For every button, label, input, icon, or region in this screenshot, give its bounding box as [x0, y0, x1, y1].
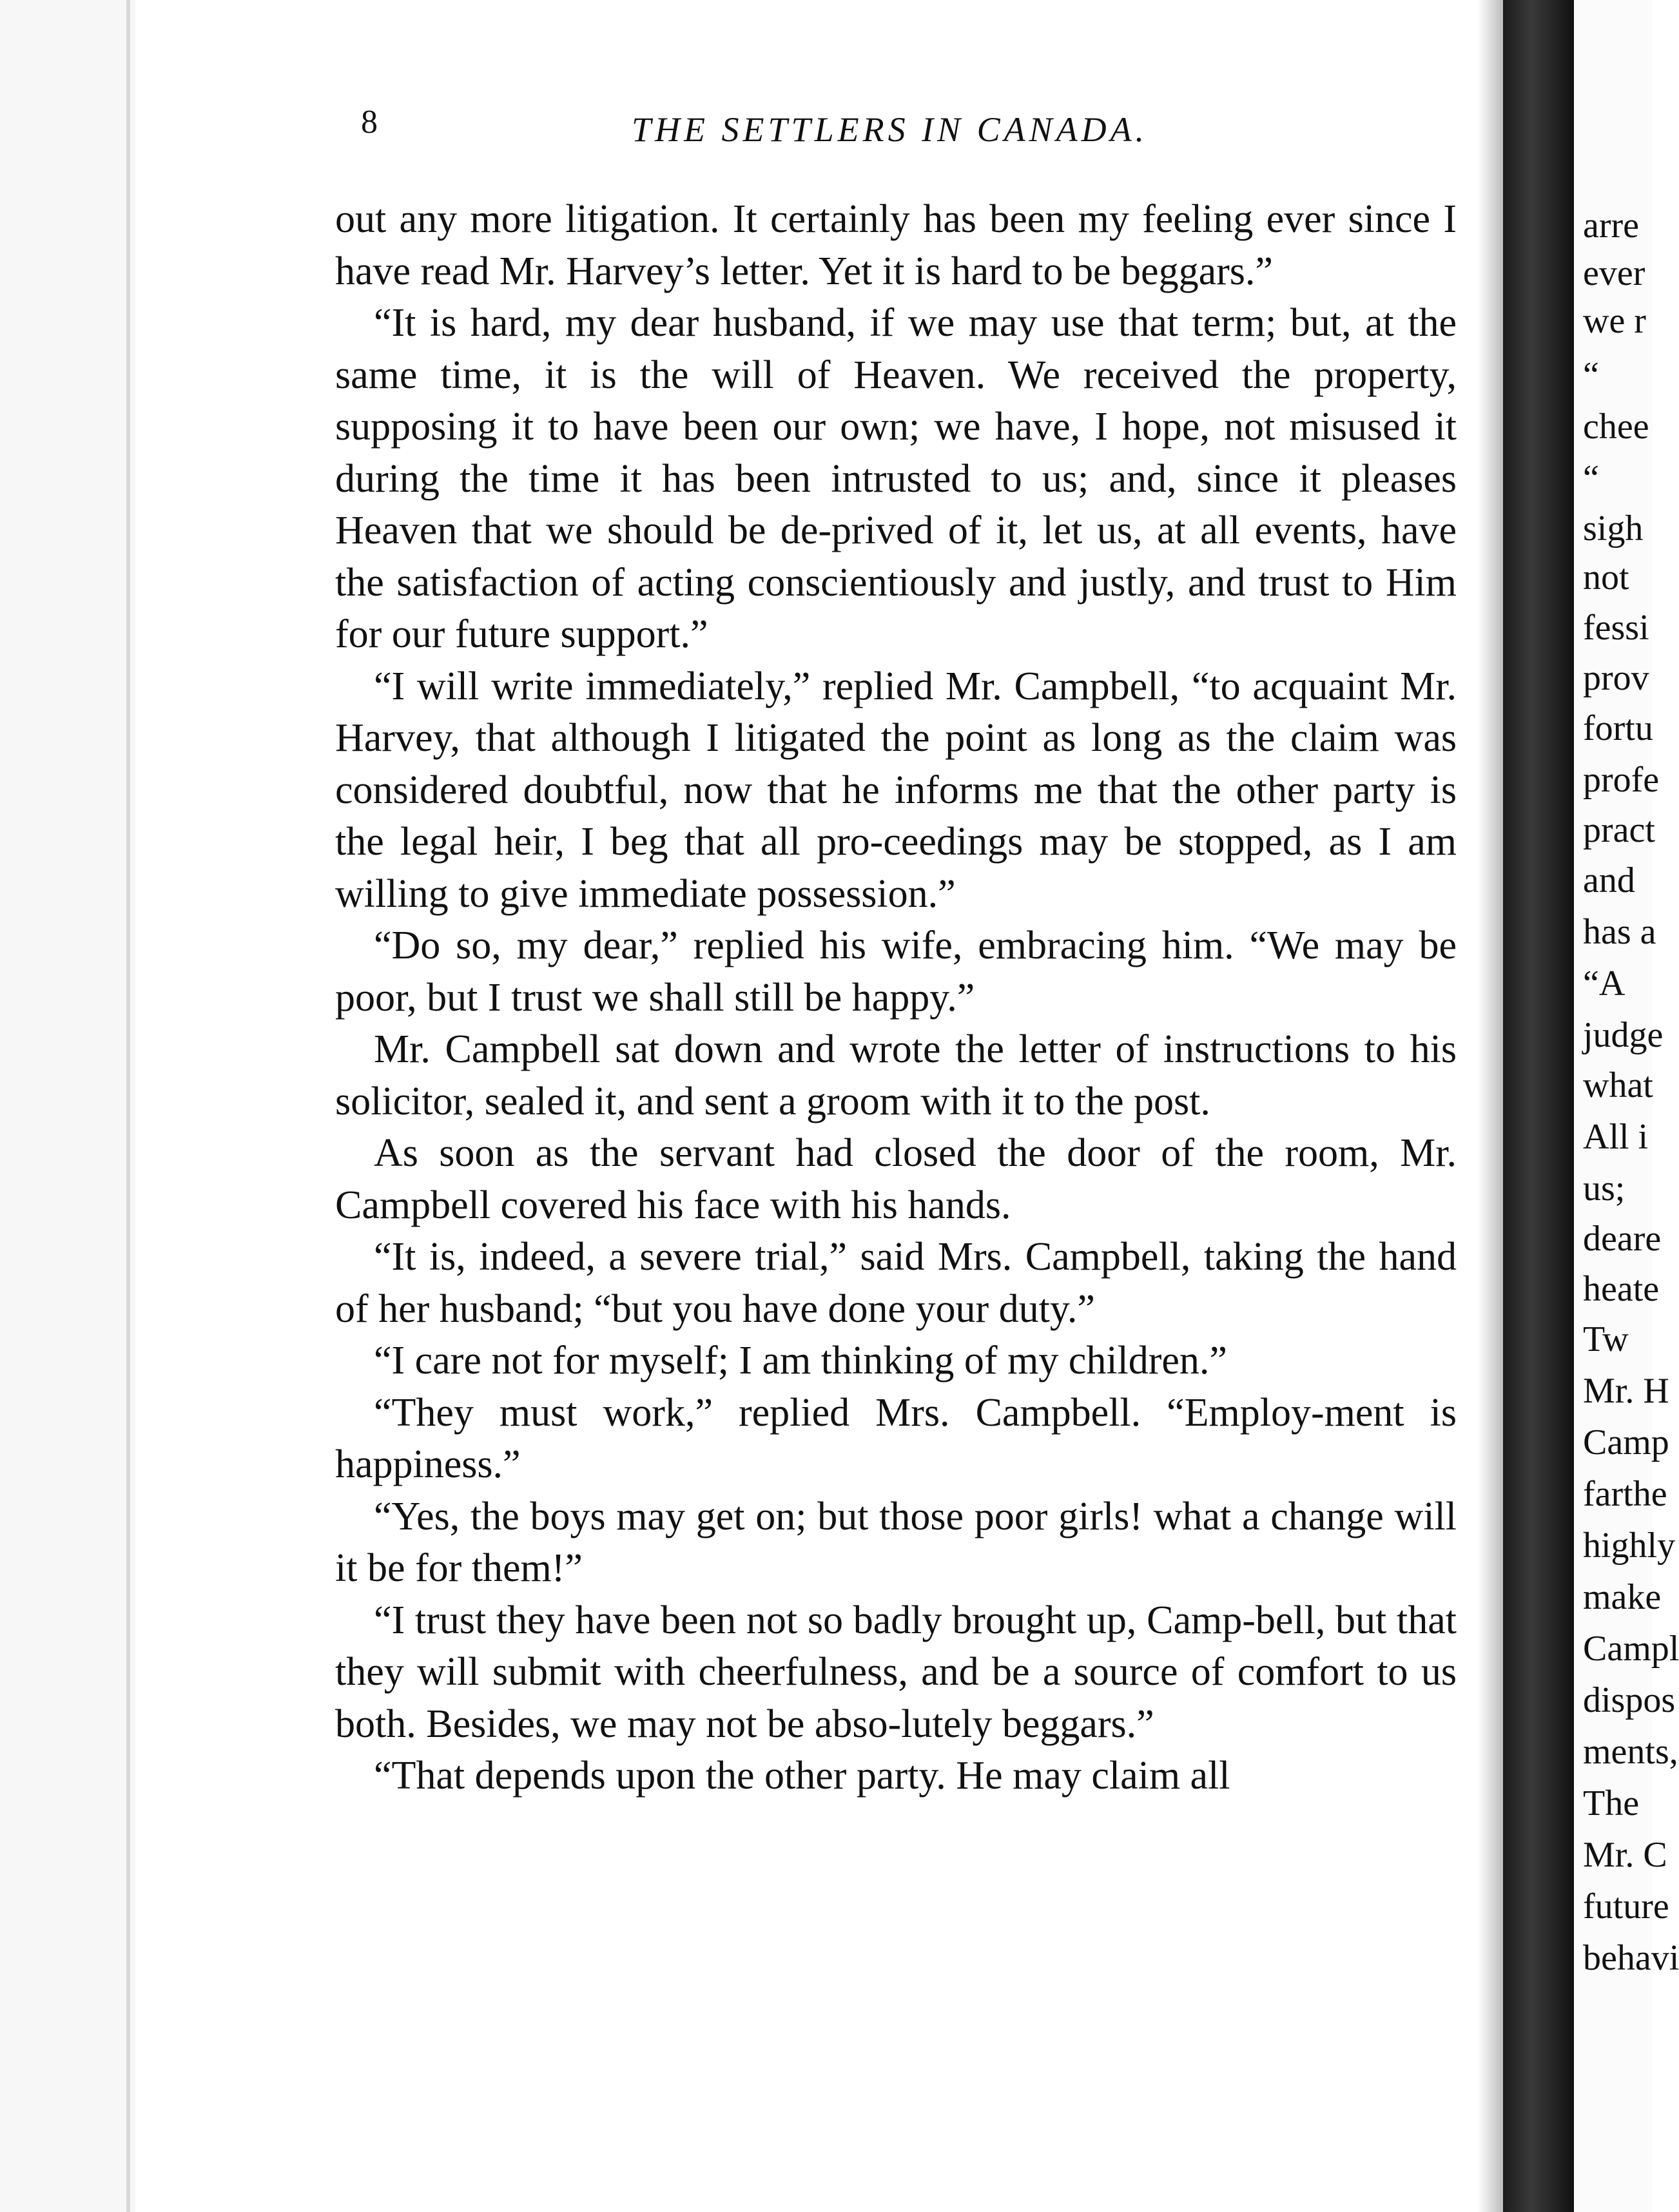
fragment-line: and [1583, 860, 1635, 900]
paragraph: “Do so, my dear,” replied his wife, embracing him. “We may be poor, but I trust we shall still be happy.” [335, 924, 1457, 1020]
fragment-line: judge [1583, 1015, 1664, 1055]
body-text [335, 193, 1457, 1802]
fragment-line: ments, [1583, 1732, 1678, 1772]
fragment-line: The [1583, 1783, 1640, 1823]
paragraph: Mr. Campbell sat down and wrote the letter of instructions to his solicitor, sealed it, and sent a groom with it to the post. [335, 1027, 1457, 1123]
fragment-line: highly [1583, 1526, 1676, 1566]
fragment-line: farthe [1583, 1474, 1667, 1514]
fragment-line: not [1583, 558, 1629, 597]
fragment-line: dispos [1583, 1680, 1676, 1720]
page-number: 8 [361, 104, 378, 141]
fragment-line: Mr. H [1583, 1371, 1669, 1411]
fragment-line: ever [1583, 253, 1645, 293]
fragment-line: Campl [1583, 1629, 1679, 1669]
fragment-line: deare [1583, 1219, 1662, 1259]
fragment-line: make [1583, 1577, 1662, 1617]
paragraph: “It is hard, my dear husband, if we may use that term; but, at the same time, it is the will of Heaven. We received the property, supposing it to have been our own; we have, I hope, not misused it during the time it has been intrusted to us; and, since it pleases Heaven that we should be de-prived of it, let us, at all events, have the satisfaction of acting conscientiously and justly, and trust to Him for our future support.” [335, 301, 1457, 656]
running-title: THE SETTLERS IN CANADA. [632, 110, 1149, 149]
fragment-line: profe [1583, 760, 1660, 800]
fragment-line: behavi [1583, 1938, 1679, 1978]
fragment-line: “ [1583, 458, 1599, 498]
fragment-line: arre [1583, 206, 1640, 246]
fragment-line: us; [1583, 1169, 1626, 1208]
book-page [335, 97, 1457, 2120]
fragment-line: future [1583, 1887, 1669, 1926]
fragment-line: “A [1583, 964, 1626, 1004]
fragment-line: we r [1583, 301, 1646, 341]
fragment-line: Mr. C [1583, 1835, 1667, 1875]
fragment-line: All i [1583, 1117, 1649, 1157]
fragment-line: prov [1583, 658, 1649, 698]
fragment-line: sigh [1583, 509, 1644, 548]
paragraph: “Yes, the boys may get on; but those poor girls! what a change will it be for them!” [335, 1494, 1457, 1590]
paragraph: “It is, indeed, a severe trial,” said Mrs. Campbell, taking the hand of her husband; “but you have done your duty.” [335, 1235, 1457, 1331]
fragment-line: Tw [1583, 1319, 1629, 1359]
paragraph: “They must work,” replied Mrs. Campbell. “Employ-ment is happiness.” [335, 1390, 1457, 1486]
fragment-line: fessi [1583, 608, 1649, 648]
fragment-line: pract [1583, 810, 1655, 850]
fragment-line: chee [1583, 407, 1649, 447]
book-gutter [1503, 0, 1574, 2212]
fragment-line: Camp [1583, 1422, 1669, 1462]
left-page-margin [0, 0, 135, 2212]
paragraph: “That depends upon the other party. He may claim all [374, 1754, 1230, 1798]
paragraph: “I trust they have been not so badly brought up, Camp-bell, but that they will submit with cheerfulness, and be a source of comfort to us both. Besides, we may not be abso-lutely beggars.” [335, 1598, 1457, 1746]
adjacent-page-fragment [1574, 0, 1679, 2212]
fragment-line: heate [1583, 1269, 1660, 1309]
fragment-line: has a [1583, 912, 1656, 952]
fold-shadow [1477, 0, 1503, 2212]
paragraph: As soon as the servant had closed the door of the room, Mr. Campbell covered his face with his hands. [335, 1131, 1457, 1227]
paragraph: out any more litigation. It certainly has been my feeling ever since I have read Mr. Harvey’s letter. Yet it is hard to be beggars.” [335, 197, 1457, 293]
page-edge [126, 0, 130, 2212]
fragment-line: “ [1583, 355, 1599, 395]
running-head [335, 97, 1457, 180]
fragment-line: what [1583, 1065, 1653, 1105]
paragraph: “I care not for myself; I am thinking of my children.” [374, 1339, 1227, 1382]
fragment-line: fortu [1583, 708, 1653, 748]
paragraph: “I will write immediately,” replied Mr. Campbell, “to acquaint Mr. Harvey, that although I litigated the point as long as the claim was considered doubtful, now that he informs me that the other party is the legal heir, I beg that all pro-ceedings may be stopped, as I am willing to give immediate possession.” [335, 664, 1457, 916]
